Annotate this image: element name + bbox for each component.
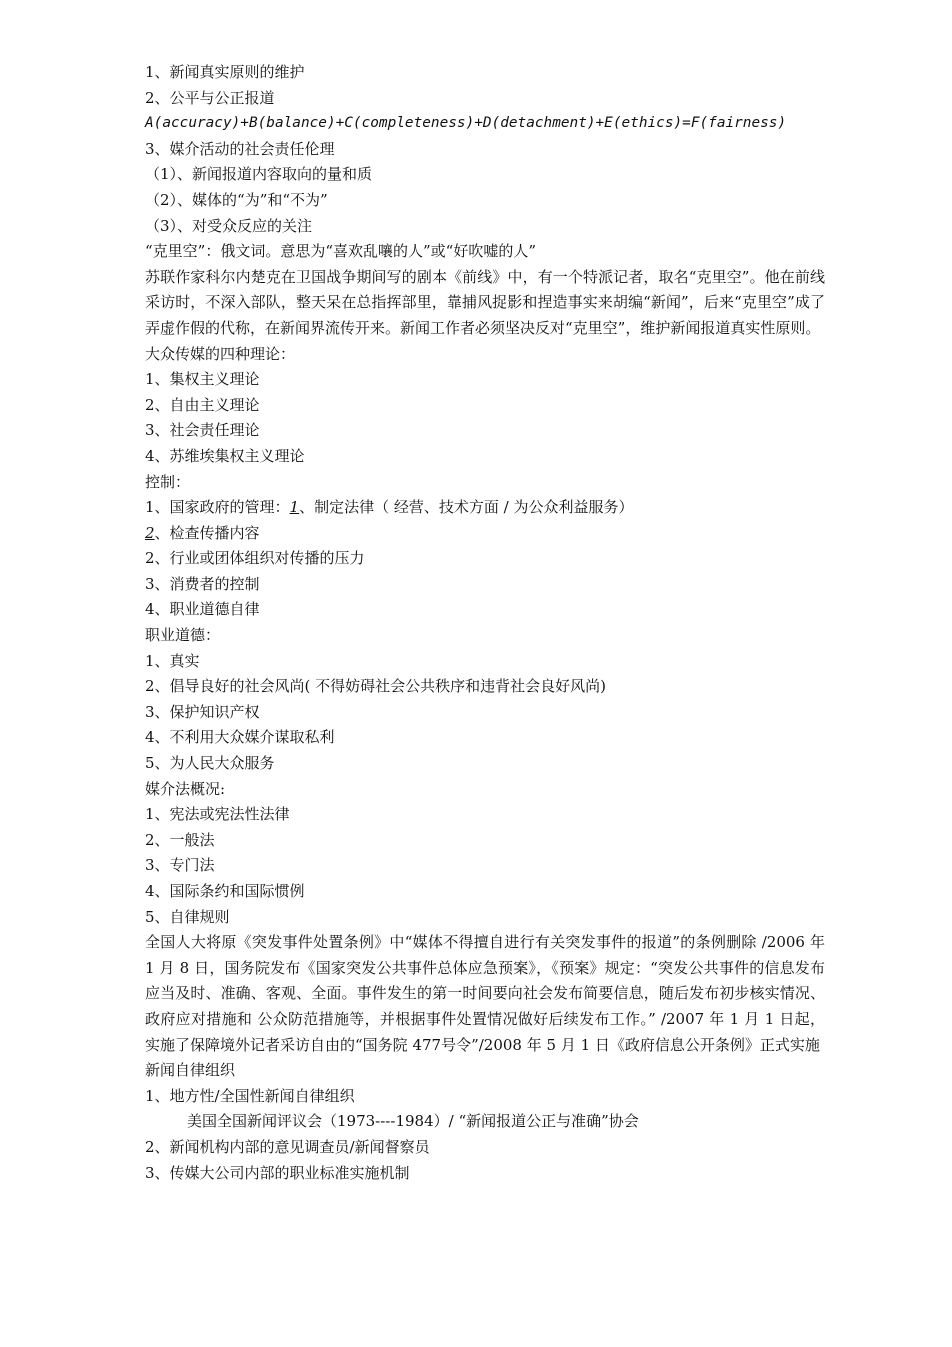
text-line: 1、新闻真实原则的维护	[145, 63, 305, 81]
text-line: 1、真实	[145, 651, 200, 670]
text-span: 、检查传播内容	[154, 523, 260, 542]
text-line: 4、国际条约和国际惯例	[145, 882, 305, 900]
text-line: 3、消费者的控制	[145, 574, 260, 593]
text-line: 2、行业或团体组织对传播的压力	[145, 549, 365, 568]
text-line: “克里空”：俄文词。意思为“喜欢乱嚷的人”或“好吹嘘的人”	[145, 242, 537, 261]
text-line: 4、不利用大众媒介谋取私利	[145, 728, 335, 747]
underlined-number: 1	[289, 498, 300, 517]
text-line: （1）、新闻报道内容取向的量和质	[145, 165, 373, 184]
text-line: 2、一般法	[145, 830, 215, 849]
text-span: 1、国家政府的管理：	[145, 498, 290, 517]
text-line	[145, 521, 825, 547]
section-heading: 大众传媒的四种理论：	[145, 344, 296, 363]
section-heading: 新闻自律组织	[145, 1061, 236, 1080]
section-heading: 职业道德：	[145, 626, 221, 645]
text-line: 2、倡导良好的社会风尚( 不得妨碍社会公共秩序和违背社会良好风尚)	[145, 677, 607, 696]
text-line	[145, 495, 825, 521]
text-line: 3、传媒大公司内部的职业标准实施机制	[145, 1163, 410, 1182]
underlined-number: 2	[145, 523, 155, 542]
paragraph-media-law: 全国人大将原《突发事件处置条例》中“媒体不得擅自进行有关突发事件的报道”的条例删除 /2006 年 1 月 8 日，国务院发布《国家突发公共事件总体应急预案》，《预案》规定：“突发公共事件的信息发布应当及时、准确、客观、全面。事件发生的第一时间要向社会发布简要信息，随后发布初步核实情况、政府应对措施和 公众防范措施等，并根据事件处置情况做好后续发布工作。” /2007 年 1 月 1 日起，实施了保障境外记者采访自由的“国务院 477号令”/2008 年 5 月 1 日《政府信息公开条例》正式实施	[145, 933, 825, 1054]
text-line: 4、苏维埃集权主义理论	[145, 446, 305, 465]
text-line: 美国全国新闻评议会（1973----1984）/ “新闻报道公正与准确”协会	[187, 1112, 639, 1131]
text-line: 5、为人民大众服务	[145, 754, 275, 773]
text-line: 3、专门法	[145, 856, 215, 875]
fairness-formula: A(accuracy)+B(balance)+C(completeness)+D(detachment)+E(ethics)=F(fairness)	[145, 115, 787, 132]
text-line: 2、自由主义理论	[145, 395, 260, 414]
text-line: 5、自律规则	[145, 907, 230, 926]
document-page	[145, 60, 825, 1186]
text-line: （2）、媒体的“为”和“不为”	[145, 190, 328, 209]
text-line: 2、公平与公正报道	[145, 88, 275, 107]
paragraph-kelikong: 苏联作家科尔内楚克在卫国战争期间写的剧本《前线》中，有一个特派记者，取名“克里空”。他在前线采访时，不深入部队，整天呆在总指挥部里，靠捕风捉影和捏造事实来胡编“新闻”，后来“克里空”成了弄虚作假的代称，在新闻界流传开来。新闻工作者必须坚决反对“克里空”，维护新闻报道真实性原则。	[145, 267, 825, 337]
text-line: 4、职业道德自律	[145, 600, 260, 619]
text-line: 1、宪法或宪法性法律	[145, 805, 290, 824]
text-line: 3、社会责任理论	[145, 421, 260, 440]
section-heading: 媒介法概况:	[145, 779, 226, 798]
text-line: 1、集权主义理论	[145, 370, 260, 389]
text-line: 2、新闻机构内部的意见调查员/新闻督察员	[145, 1137, 430, 1156]
section-heading: 控制：	[145, 472, 191, 491]
text-line: 1、地方性/全国性新闻自律组织	[145, 1086, 355, 1105]
text-line: 3、保护知识产权	[145, 702, 260, 721]
text-line: 3、媒介活动的社会责任伦理	[145, 139, 335, 158]
text-span: 、制定法律（ 经营、技术方面 / 为公众利益服务）	[299, 498, 634, 517]
text-line: （3）、对受众反应的关注	[145, 216, 313, 235]
